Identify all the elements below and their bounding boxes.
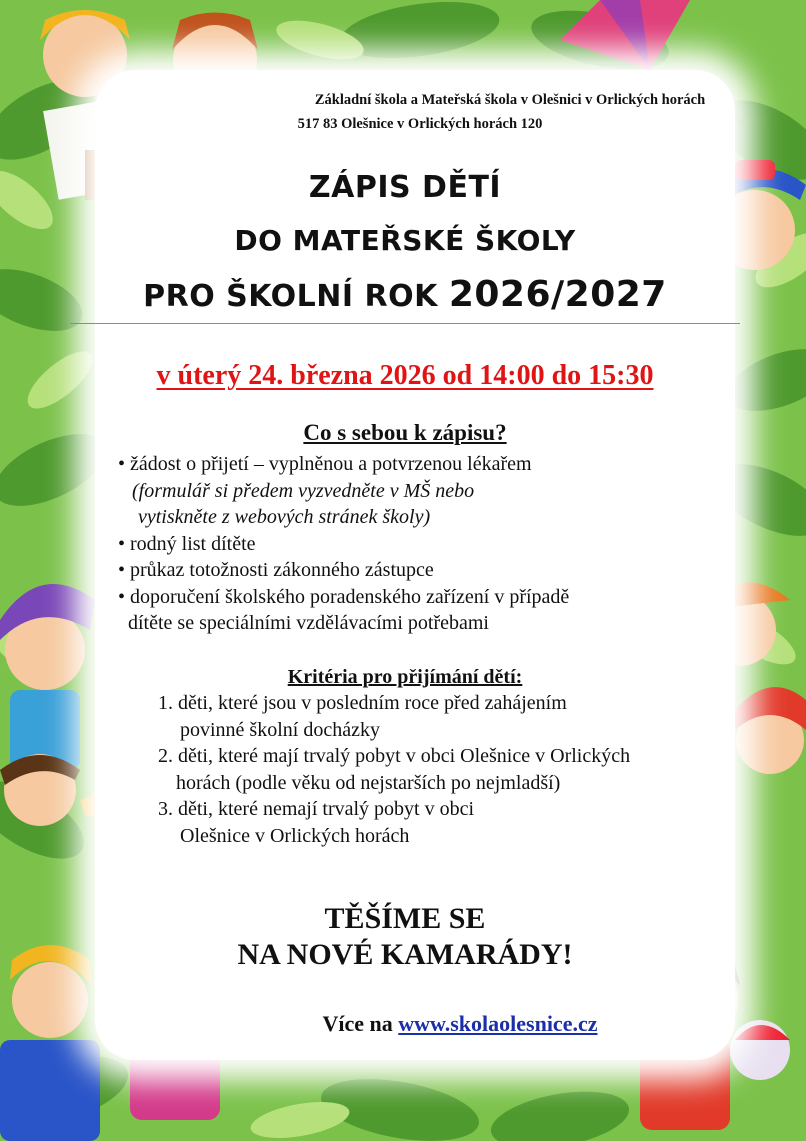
bring-item-4-a: doporučení školského poradenského zařízení v případě bbox=[130, 585, 570, 608]
divider-line bbox=[70, 323, 740, 324]
criteria-item-2-a: děti, které mají trvalý pobyt v obci Olešnice v Orlických bbox=[178, 745, 631, 767]
list-item bbox=[118, 557, 698, 584]
bullet-icon: • bbox=[118, 559, 126, 581]
criteria-item-3-a: děti, které nemají trvalý pobyt v obci bbox=[178, 798, 475, 820]
bring-item-1-note-b: vytiskněte z webových stránek školy) bbox=[138, 506, 431, 528]
criteria-list bbox=[158, 690, 738, 849]
bullet-icon: • bbox=[118, 453, 126, 475]
school-name: Základní škola a Mateřská škola v Olešnici v Orlických horách bbox=[314, 92, 706, 108]
bullet-icon: • bbox=[118, 585, 126, 608]
title-line-2: DO MATEŘSKÉ ŠKOLY bbox=[234, 224, 576, 257]
list-item bbox=[158, 796, 738, 849]
bring-item-4-b: dítěte se speciálními vzdělávacími potřebami bbox=[128, 612, 489, 634]
closing-line-2: NA NOVÉ KAMARÁDY! bbox=[237, 938, 573, 971]
school-address: 517 83 Olešnice v Orlických horách 120 bbox=[297, 116, 543, 132]
bring-item-1: žádost o přijetí – vyplněnou a potvrzenou lékařem bbox=[130, 453, 532, 475]
website-link[interactable]: www.skolaolesnice.cz bbox=[398, 1011, 598, 1036]
criteria-heading: Kritéria pro přijímání dětí: bbox=[287, 666, 523, 688]
bullet-icon: • bbox=[118, 532, 126, 555]
bring-item-2: rodný list dítěte bbox=[130, 532, 256, 555]
bring-list bbox=[118, 451, 698, 637]
criteria-number-1: 1. bbox=[158, 692, 173, 714]
title-line-1: ZÁPIS DĚTÍ bbox=[308, 170, 502, 205]
bring-item-3: průkaz totožnosti zákonného zástupce bbox=[130, 559, 434, 581]
title-line-3 bbox=[100, 274, 710, 315]
list-item bbox=[158, 743, 738, 796]
criteria-item-1-b: povinné školní docházky bbox=[180, 718, 380, 741]
criteria-item-1-a: děti, které jsou v posledním roce před zahájením bbox=[178, 692, 567, 714]
criteria-item-3-b: Olešnice v Orlických horách bbox=[180, 824, 410, 847]
list-item bbox=[118, 584, 698, 611]
closing-line-1: TĚŠÍME SE bbox=[324, 902, 486, 935]
list-item bbox=[118, 451, 698, 478]
list-item bbox=[158, 690, 738, 743]
criteria-number-2: 2. bbox=[158, 745, 173, 767]
title-line-3-prefix: PRO ŠKOLNÍ ROK bbox=[143, 279, 438, 314]
enrollment-date: v úterý 24. března 2026 od 14:00 do 15:30 bbox=[156, 360, 654, 391]
school-year: 2026/2027 bbox=[448, 274, 667, 315]
list-item bbox=[118, 531, 698, 558]
bring-item-1-note-a: (formulář si předem vyzvedněte v MŠ nebo bbox=[132, 479, 475, 502]
criteria-number-3: 3. bbox=[158, 798, 173, 820]
bring-heading: Co s sebou k zápisu? bbox=[303, 420, 507, 445]
criteria-item-2-b: horách (podle věku od nejstarších po nejmladší) bbox=[176, 771, 561, 794]
more-info bbox=[250, 1011, 670, 1037]
more-info-prefix: Více na bbox=[322, 1011, 393, 1036]
